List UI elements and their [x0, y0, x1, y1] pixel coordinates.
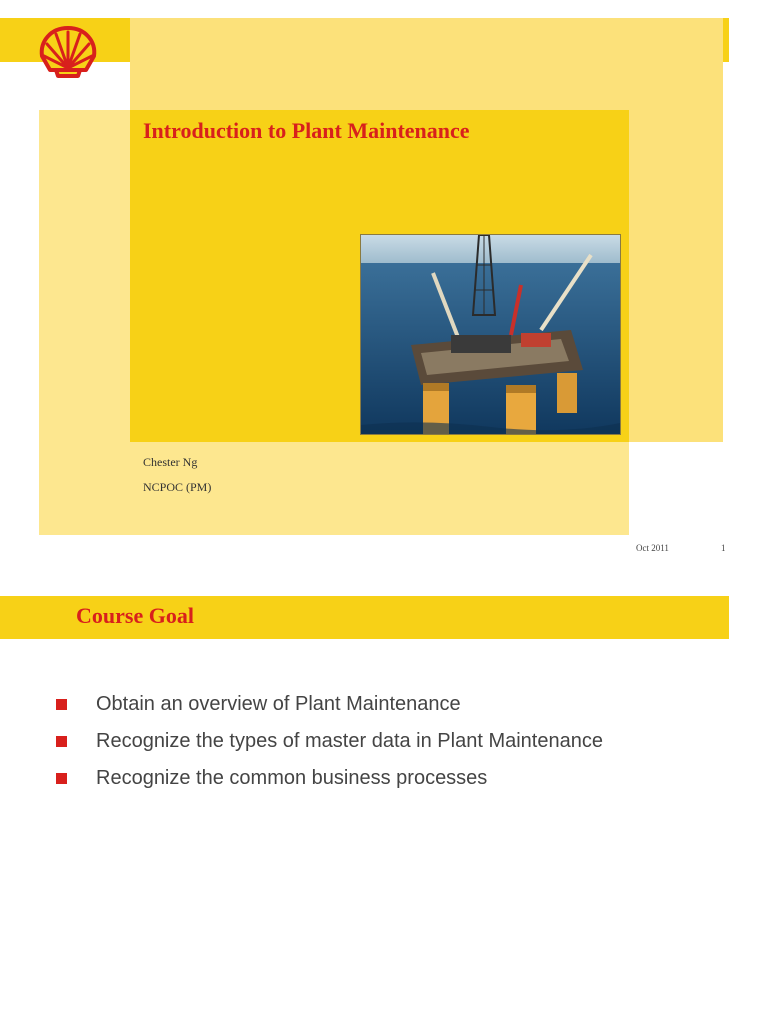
slide-date: Oct 2011: [636, 543, 669, 553]
presenter-organization: NCPOC (PM): [143, 480, 212, 494]
shell-logo-icon: [36, 24, 100, 82]
page-number: 1: [721, 543, 726, 553]
presenter-name: Chester Ng: [143, 455, 198, 469]
slide-title: Introduction to Plant Maintenance: [143, 118, 470, 143]
offshore-platform-photo-icon: [360, 234, 621, 435]
course-goal-title: Course Goal: [76, 603, 194, 628]
bullet-text: Recognize the types of master data in Plant Maintenance: [96, 730, 603, 752]
goal-bullet-list: [56, 686, 603, 797]
square-bullet-icon: [56, 699, 67, 710]
list-item: [56, 760, 603, 797]
bullet-text: Obtain an overview of Plant Maintenance: [96, 693, 461, 715]
list-item: [56, 723, 603, 760]
square-bullet-icon: [56, 773, 67, 784]
square-bullet-icon: [56, 736, 67, 747]
bullet-text: Recognize the common business processes: [96, 767, 488, 789]
list-item: [56, 686, 603, 723]
